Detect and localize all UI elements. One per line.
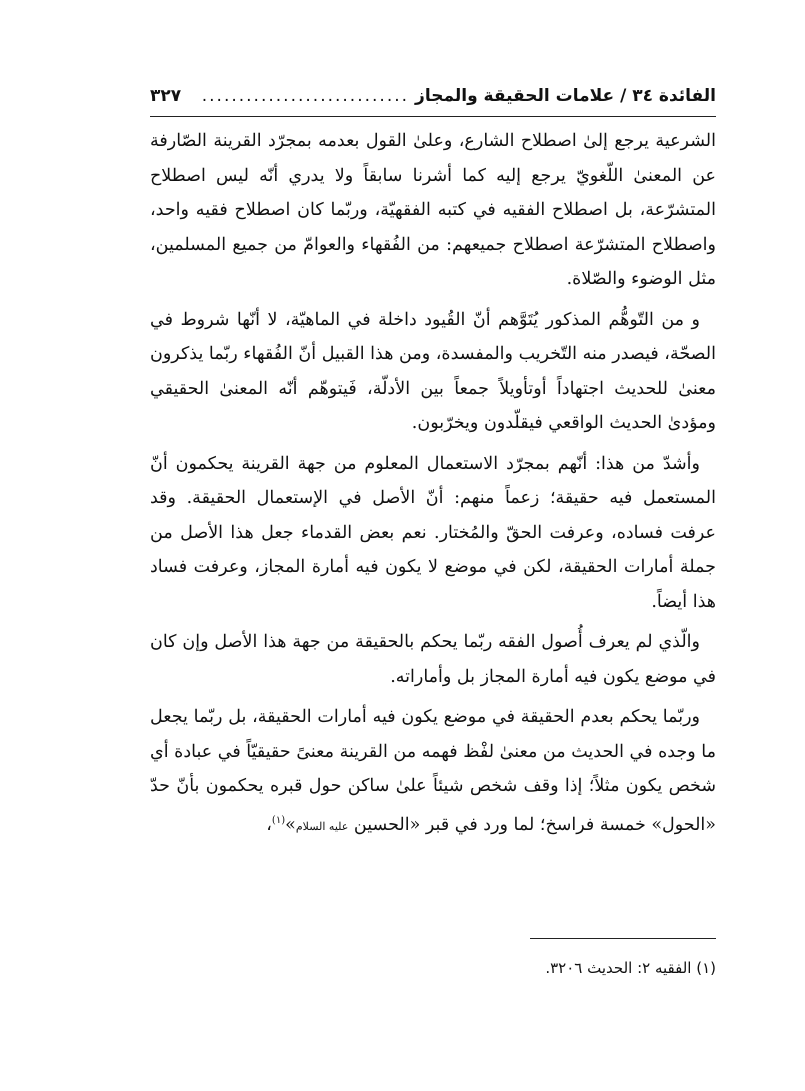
paragraph-3: وأشدّ من هذا: أنّهم بمجرّد الاستعمال المعلوم من جهة القرينة يحكمون أنّ المستعمل فيه حقيقة؛ زعماً منهم: أنّ الأصل في الإستعمال الحقيقة. وقد عرفت فساده، وعرفت الحقّ والمُختار. نعم بعض القدماء جعل هذا الأصل من جملة أمارات الحقيقة، لكن في موضع لا يكون فيه أمارة المجاز، وعرفت فساد هذا أيضاً. bbox=[150, 453, 716, 612]
paragraph-1: الشرعية يرجع إلىٰ اصطلاح الشارع، وعلىٰ القول بعدمه بمجرّد القرينة الصّارفة عن المعنىٰ اللّغويّ يرجع إليه كما أشرنا سابقاً ولا يدري أنّه ليس اصطلاح المتشرّعة، بل اصطلاح الفقيه في كتبه الفقهيّة، وربّما كان اصطلاح فقيه واحد، واصطلاح المتشرّعة اصطلاح جميعهم: من الفُقهاء والعوامّ من جميع المسلمين، مثل الوضوء والصّلاة. bbox=[150, 131, 716, 289]
paragraph-5 bbox=[150, 700, 716, 844]
paragraph-5-text: وربّما يحكم بعدم الحقيقة في موضع يكون فيه أمارات الحقيقة، بل ربّما يجعل ما وجده في الحديث من معنىٰ لفْظ فهمه من القرينة معنىً حقيقيّاً في عبادة أي شخص يكون مثلاً؛ إذا وقف شخص شيئاً علىٰ ساكن حول قبره يحكمون بأنّ حدّ «الحول» خمسة فراسخ؛ لما ورد في قبر «الحسين bbox=[150, 707, 716, 835]
running-header bbox=[150, 82, 716, 117]
honorific: عليه السلام bbox=[295, 819, 349, 833]
header-leader-dots: ............................ bbox=[201, 86, 410, 106]
footnote-reference[interactable]: (١) bbox=[271, 814, 286, 826]
footnote: (١) الفقيه ٢: الحديث ٣٢٠٦. bbox=[545, 959, 716, 977]
header-title: الفائدة ٣٤ / علامات الحقيقة والمجاز bbox=[415, 86, 716, 106]
paragraph-4: والّذي لم يعرف أُصول الفقه ربّما يحكم بالحقيقة من جهة هذا الأصل وإن كان في موضع يكون فيه أمارة المجاز بل وأماراته. bbox=[150, 632, 716, 687]
trailing-comma: ، bbox=[266, 814, 272, 835]
footnote-separator bbox=[530, 938, 716, 939]
main-text bbox=[150, 124, 716, 850]
paragraph-2: و من التّوهُّم المذكور يُتَوَّهم أنّ القُيود داخلة في الماهيّة، لا أنّها شروط في الصحّة، فيصدر منه التّخريب والمفسدة، ومن هذا القبيل أنّ الفُقهاء ربّما يذكرون معنىٰ للحديث اجتهاداً أوتأويلاً جمعاً بين الأدلّة، فَيتوهّم أنّه المعنىٰ الحقيقي ومؤدىٰ الحديث الواقعي فيقلّدون ويخرّبون. bbox=[150, 309, 716, 433]
page-number: ٣٢٧ bbox=[150, 86, 182, 106]
closing-quote: » bbox=[285, 814, 296, 835]
